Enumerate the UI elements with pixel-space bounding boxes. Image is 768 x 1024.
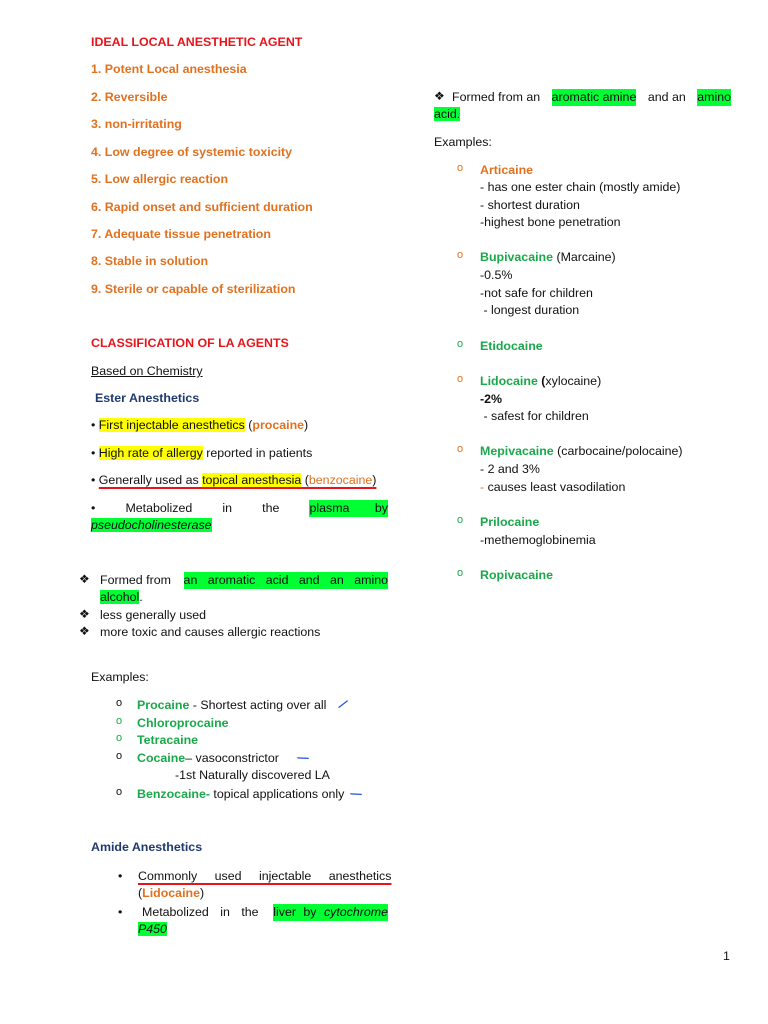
paren-close: ): [372, 473, 377, 487]
paren-close: ): [199, 886, 205, 900]
ideal-agent-title: IDEAL LOCAL ANESTHETIC AGENT: [91, 35, 303, 49]
bullet-glyph: •: [118, 869, 123, 883]
pseudocholinesterase-text: pseudocholinesterase: [91, 518, 212, 532]
amide-heading: Amide Anesthetics: [91, 840, 203, 854]
ester-examples-label: Examples:: [91, 670, 149, 684]
bupivacaine-alt: (Marcaine): [553, 250, 616, 264]
ex-tetracaine: Tetracaine: [137, 733, 199, 747]
bupivacaine-note: - longest duration: [480, 303, 580, 317]
ester-bullet-4: [91, 500, 388, 517]
amide-formed-line: [452, 89, 731, 106]
benzocaine-name: Benzocaine-: [137, 787, 210, 801]
liver-by-text: liver by: [273, 905, 324, 919]
articaine-note: -highest bone penetration: [480, 215, 621, 229]
bupivacaine-line: [480, 249, 616, 266]
etidocaine-name: Etidocaine: [480, 339, 543, 353]
benzocaine-desc: topical applications only: [209, 787, 345, 801]
bupivacaine-name: Bupivacaine: [480, 250, 553, 264]
ideal-item: 4. Low degree of systemic toxicity: [91, 145, 293, 159]
ideal-item: 8. Stable in solution: [91, 254, 209, 268]
paren-open: (: [244, 418, 253, 432]
amide-examples-label: Examples:: [434, 135, 492, 149]
cocaine-name: Cocaine: [137, 751, 186, 765]
p450-text: P450: [138, 922, 167, 936]
mepivacaine-alt: (carbocaine/polocaine): [553, 444, 683, 458]
amino-text: amino: [697, 90, 731, 104]
procaine-ref: procaine: [252, 418, 305, 432]
circle-bullet-icon: o: [457, 443, 464, 455]
amide-bullet-1: [138, 868, 392, 885]
topical-anesthesia-text: topical anesthesia: [202, 473, 302, 487]
formed-from-text: Formed from an: [452, 90, 541, 104]
least-vasodilation-text: causes least vasodilation: [484, 480, 626, 494]
first-injectable-text: First injectable anesthetics: [98, 418, 245, 432]
ex-cocaine: [137, 750, 279, 767]
amide-bullet-2-cont: [138, 921, 167, 938]
bullet-glyph: •: [91, 473, 96, 487]
cocaine-note: -1st Naturally discovered LA: [175, 768, 330, 782]
ideal-item: 2. Reversible: [91, 90, 168, 104]
diamond-bullet-icon: ❖: [434, 89, 445, 103]
benzocaine-ref: benzocaine: [308, 473, 373, 487]
mepivacaine-name: Mepivacaine: [480, 444, 554, 458]
metabolized-liver-text: Metabolized in the: [142, 905, 259, 919]
paren-close: ): [304, 418, 309, 432]
generally-used-text: Generally used as: [98, 473, 203, 487]
circle-bullet-icon: o: [116, 750, 123, 762]
ex-benzocaine: [137, 786, 344, 803]
blue-tick-icon: ⁄: [339, 696, 348, 712]
diamond-bullet-icon: ❖: [79, 624, 90, 638]
lidocaine-name: Lidocaine: [480, 374, 538, 388]
circle-bullet-icon: o: [116, 715, 123, 727]
lidocaine-line: [480, 373, 601, 390]
diamond-bullet-icon: ❖: [79, 572, 90, 586]
circle-bullet-icon: o: [116, 732, 123, 744]
ester-formed-cont: [100, 589, 143, 606]
more-toxic-text: more toxic and causes allergic reactions: [100, 625, 321, 639]
procaine-name: Procaine: [137, 698, 190, 712]
bullet-glyph: •: [118, 905, 123, 919]
ester-formed-line: [100, 572, 388, 589]
procaine-desc: - Shortest acting over all: [189, 698, 327, 712]
ex-procaine: [137, 697, 326, 714]
ideal-item: 1. Potent Local anesthesia: [91, 62, 247, 76]
the-word: the: [262, 501, 280, 515]
high-allergy-text: High rate of allergy: [98, 446, 203, 460]
aromatic-acid-text: an aromatic acid and an amino: [183, 573, 388, 587]
less-used-text: less generally used: [100, 608, 207, 622]
prilocaine-note: -methemoglobinemia: [480, 533, 596, 547]
bupivacaine-note: -not safe for children: [480, 286, 593, 300]
amide-bullet-2: [142, 904, 388, 921]
articaine-name: Articaine: [480, 163, 534, 177]
circle-bullet-icon: o: [457, 162, 464, 174]
paren-open: (: [138, 886, 143, 900]
page-number: 1: [723, 949, 730, 963]
circle-bullet-icon: o: [457, 249, 464, 261]
ideal-item: 3. non-irritating: [91, 117, 182, 131]
commonly-used-text: Commonly used injectable anesthetics: [138, 869, 392, 883]
ideal-item: 5. Low allergic reaction: [91, 172, 229, 186]
amide-bullet-1-cont: [138, 885, 204, 902]
in-word: in: [222, 501, 233, 515]
bullet-glyph: •: [91, 501, 96, 515]
circle-bullet-icon: o: [457, 567, 464, 579]
lidocaine-note: - safest for children: [480, 409, 589, 423]
ideal-item: 6. Rapid onset and sufficient duration: [91, 200, 313, 214]
circle-bullet-icon: o: [116, 697, 123, 709]
articaine-note: - has one ester chain (mostly amide): [480, 180, 681, 194]
mepivacaine-note: - 2 and 3%: [480, 462, 540, 476]
formed-from-text: Formed from: [100, 573, 171, 587]
circle-bullet-icon: o: [116, 786, 123, 798]
ester-bullet-1: [91, 417, 308, 434]
paren-open: (: [537, 374, 546, 388]
bupivacaine-note: -0.5%: [480, 268, 513, 282]
ideal-item: 7. Adequate tissue penetration: [91, 227, 271, 241]
mepivacaine-line: [480, 443, 683, 460]
blue-tick-icon: ⁄: [295, 752, 311, 764]
ideal-item: 9. Sterile or capable of sterilization: [91, 282, 296, 296]
cocaine-desc: – vasoconstrictor: [185, 751, 279, 765]
paren-open: (: [301, 473, 309, 487]
plasma-by-text: plasma by: [309, 501, 388, 515]
bullet-glyph: •: [91, 418, 96, 432]
lidocaine-ref: Lidocaine: [142, 886, 200, 900]
metabolized-word: Metabolized: [125, 501, 193, 515]
orange-dash: -: [480, 480, 485, 494]
liver-cytochrome-text: [273, 904, 388, 921]
acid-text: acid.: [434, 107, 461, 121]
classification-title: CLASSIFICATION OF LA AGENTS: [91, 336, 289, 350]
diamond-bullet-icon: ❖: [79, 607, 90, 621]
aromatic-amine-text: aromatic amine: [551, 90, 637, 104]
bullet-glyph: •: [91, 446, 96, 460]
ester-bullet-2: [91, 445, 312, 462]
cytochrome-text: cytochrome: [323, 905, 388, 919]
mepivacaine-note-2: [480, 479, 625, 496]
alcohol-text: alcohol: [100, 590, 140, 604]
xylocaine-text: xylocaine): [545, 374, 602, 388]
ester-heading: Ester Anesthetics: [95, 391, 200, 405]
ester-bullet-3: [91, 472, 376, 489]
based-on-chemistry: Based on Chemistry: [91, 364, 203, 378]
circle-bullet-icon: o: [457, 373, 464, 385]
circle-bullet-icon: o: [457, 338, 464, 350]
ex-chloroprocaine: Chloroprocaine: [137, 716, 229, 730]
prilocaine-name: Prilocaine: [480, 515, 540, 529]
period: .: [139, 590, 143, 604]
ropivacaine-name: Ropivacaine: [480, 568, 553, 582]
amide-formed-cont: [434, 106, 460, 123]
circle-bullet-icon: o: [457, 514, 464, 526]
reported-text: reported in patients: [202, 446, 313, 460]
articaine-note: - shortest duration: [480, 198, 580, 212]
and-an-text: and an: [647, 90, 686, 104]
lidocaine-note: -2%: [480, 392, 503, 406]
ester-bullet-4-cont: [91, 517, 212, 534]
blue-tick-icon: ⁄: [348, 788, 364, 800]
